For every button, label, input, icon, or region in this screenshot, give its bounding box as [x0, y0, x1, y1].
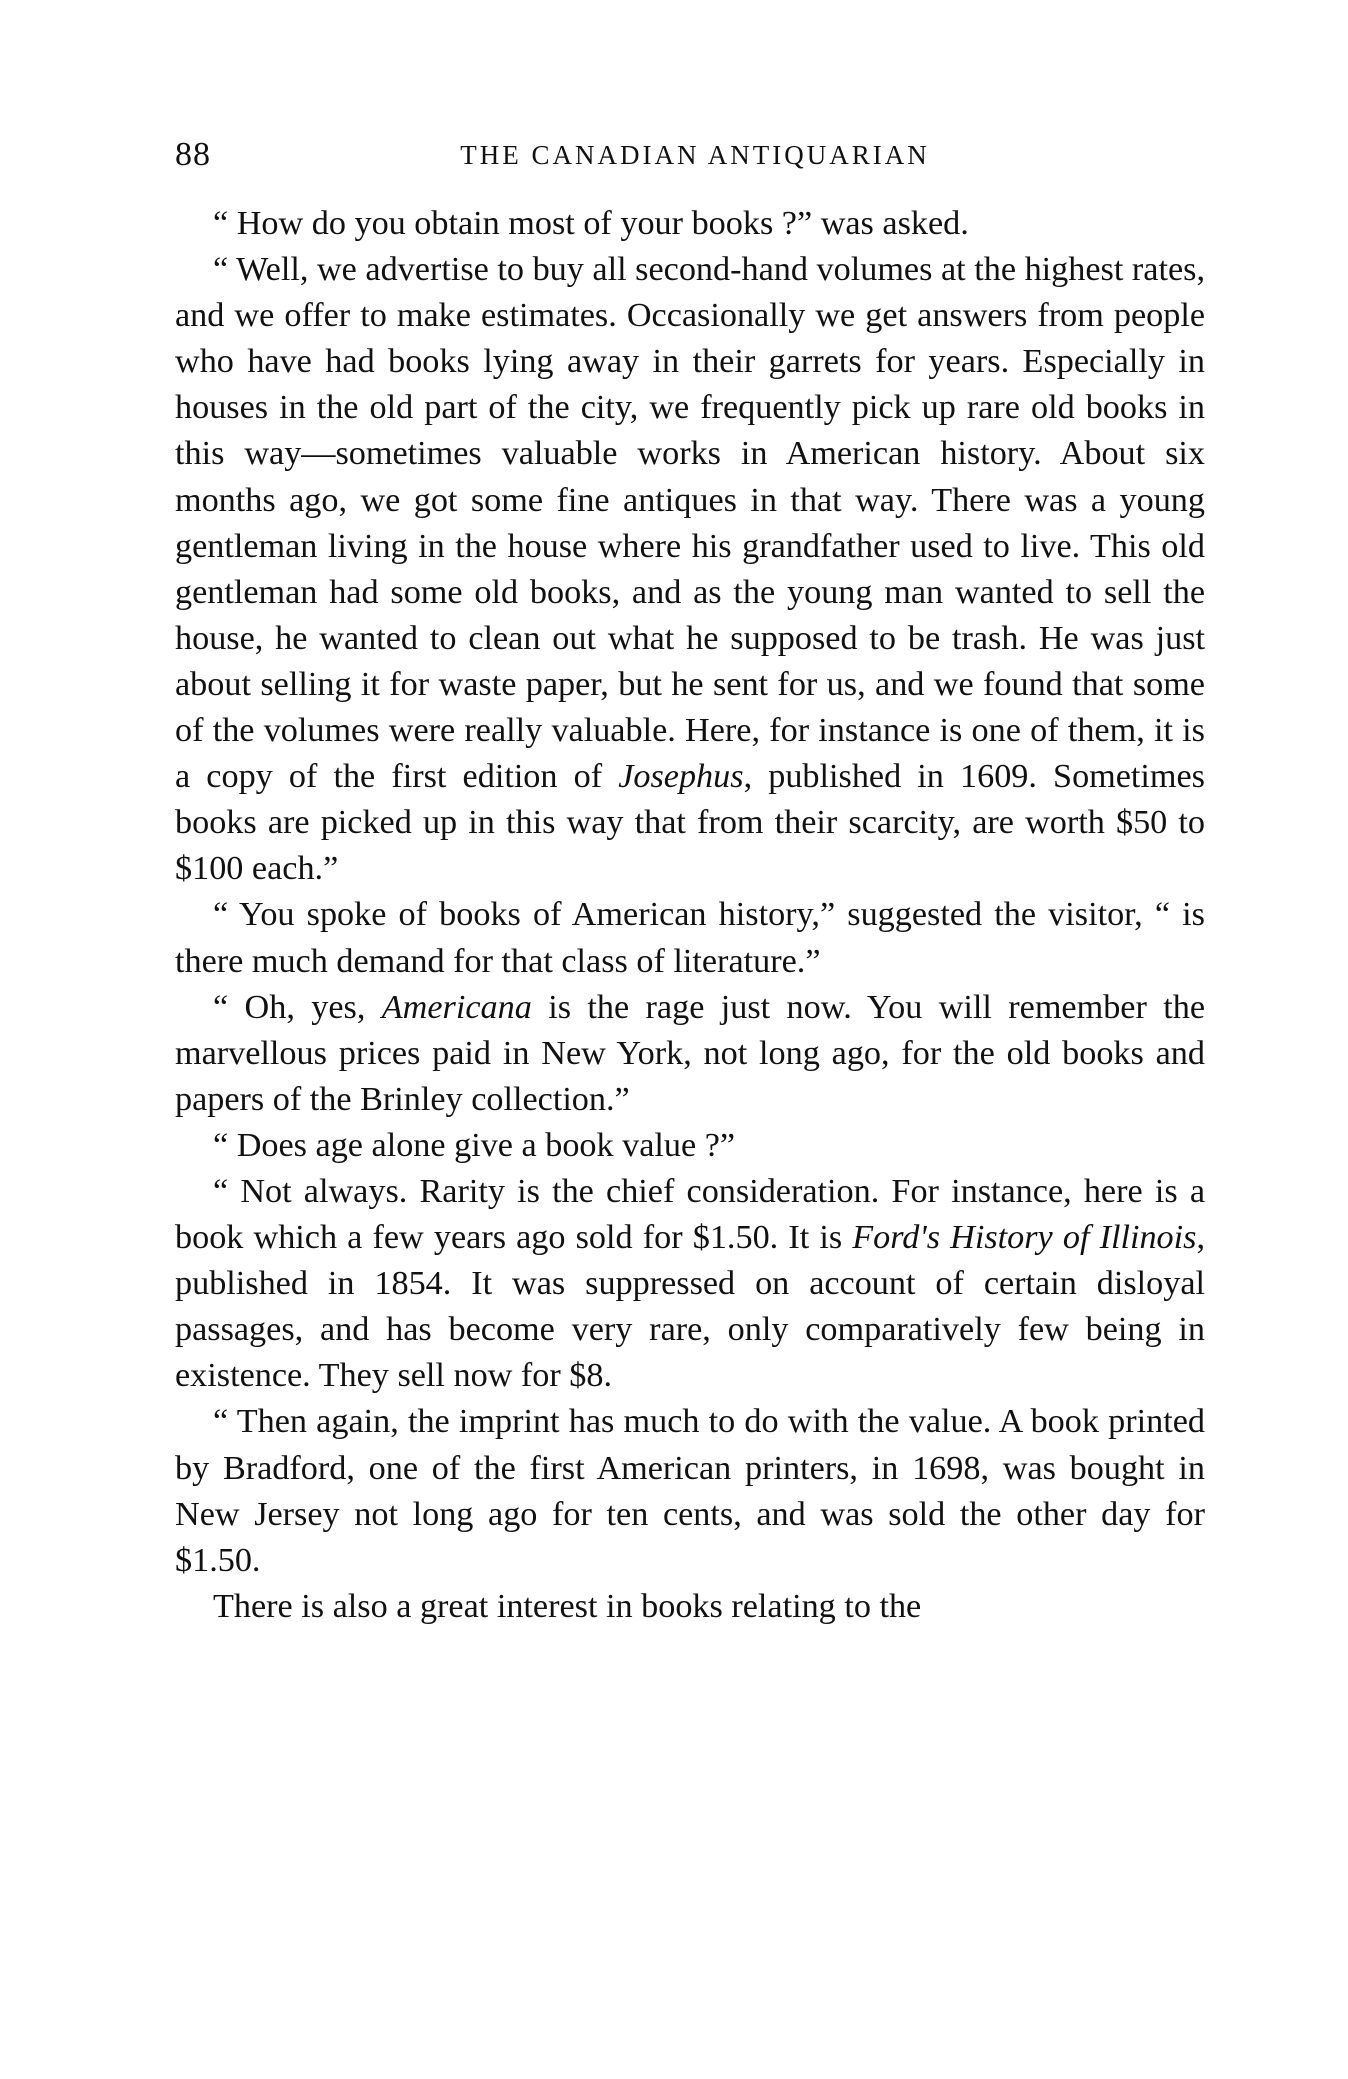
running-title: THE CANADIAN ANTIQUARIAN — [460, 140, 930, 170]
paragraph — [175, 1123, 1205, 1169]
text-segment: is the rage just now. You will remember the marvellous prices paid in New York, not long ago, for the old books and papers of the Brinley collection.” — [175, 988, 1206, 1118]
page-body — [175, 201, 1205, 1630]
page-header — [175, 130, 1205, 190]
page-number: 88 — [175, 136, 211, 173]
paragraph — [175, 1399, 1205, 1583]
paragraph — [175, 247, 1205, 892]
paragraph — [175, 892, 1205, 984]
paragraph — [175, 201, 1205, 247]
text-segment: “ Well, we advertise to buy all second-hand volumes at the highest rates, and we offer to make estimates. Occasionally we get answers from people who have had books lying away in their garrets for years. Especially in houses in the old part of the city, we frequently pick up rare old books in this way—sometimes valuable works in American history. About six months ago, we got some fine antiques in that way. There was a young gentleman living in the house where his grandfather used to live. This old gentleman had some old books, and as the young man wanted to sell the house, he wanted to clean out what he supposed to be trash. He was just about selling it for waste paper, but he sent for us, and we found that some of the volumes were really valuable. Here, for instance is one of them, it is a copy of the first edition of — [175, 251, 1205, 796]
book-title-italic: Ford's History of Illinois — [852, 1219, 1197, 1257]
term-italic: Americana — [381, 988, 532, 1026]
book-page — [175, 130, 1205, 1630]
text-segment: There is also a great interest in books relating to the — [213, 1587, 922, 1625]
paragraph — [175, 985, 1205, 1123]
text-segment: , published in 1609. Sometimes books are picked up in this way that from their scarcity, are worth $50 to $100 each.” — [175, 758, 1205, 888]
text-segment: “ Oh, yes, — [213, 988, 382, 1026]
text-segment: “ Then again, the imprint has much to do with the value. A book printed by Bradford, one of the first American printers, in 1698, was bought in New Jersey not long ago for ten cents, and was sold the other day for $1.50. — [175, 1403, 1205, 1579]
text-segment: “ Not always. Rarity is the chief consideration. For instance, here is a book which a few years ago sold for $1.50. It is — [175, 1172, 1205, 1257]
text-segment: “ How do you obtain most of your books ?” was asked. — [213, 205, 969, 242]
text-segment: “ You spoke of books of American history,” suggested the visitor, “ is there much demand for that class of literature.” — [175, 896, 1205, 980]
book-title-italic: Josephus — [618, 758, 744, 796]
paragraph — [175, 1169, 1205, 1399]
text-segment: “ Does age alone give a book value ?” — [213, 1126, 736, 1164]
paragraph — [175, 1584, 1205, 1630]
text-segment: , published in 1854. It was suppressed on account of certain disloyal passages, and has become very rare, only comparatively few being in existence. They sell now for $8. — [175, 1219, 1205, 1395]
